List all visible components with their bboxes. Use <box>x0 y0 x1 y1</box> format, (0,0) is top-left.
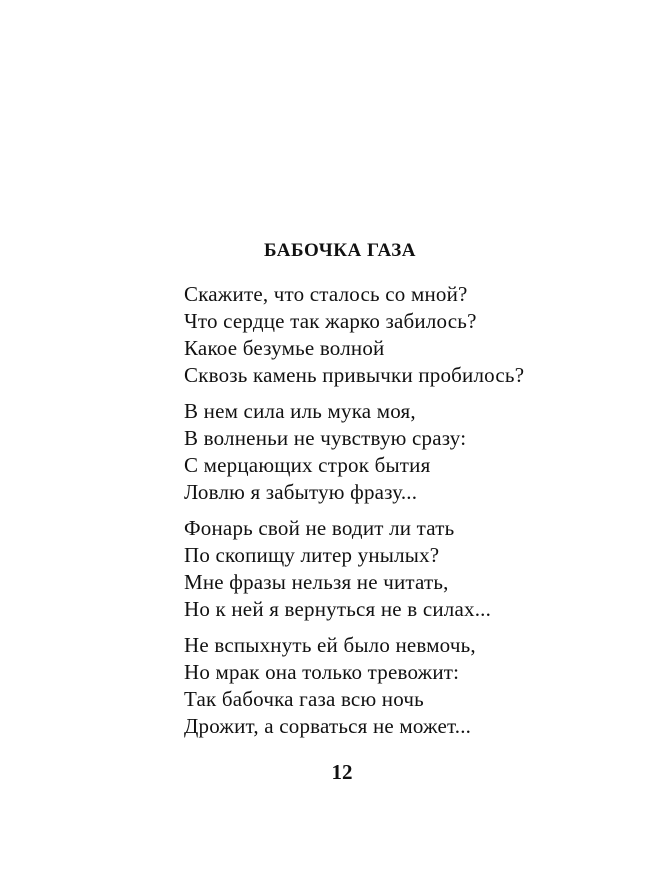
page-number: 12 <box>331 760 353 784</box>
poem-body <box>184 281 624 749</box>
stanza <box>184 398 624 506</box>
poem-line: В нем сила иль мука моя, <box>184 399 416 423</box>
stanza <box>184 515 624 623</box>
poem-line: По скопищу литер унылых? <box>184 543 440 567</box>
poem-line: Но мрак она только тревожит: <box>184 660 460 684</box>
poem-line: В волненьи не чувствую сразу: <box>184 426 467 450</box>
poem-line: Но к ней я вернуться не в силах... <box>184 597 492 621</box>
poem-line: Дрожит, а сорваться не может... <box>184 714 472 738</box>
poem-line: Фонарь свой не водит ли тать <box>184 516 455 540</box>
poem-line: С мерцающих строк бытия <box>184 453 431 477</box>
poem-line: Так бабочка газа всю ночь <box>184 687 424 711</box>
poem-line: Какое безумье волной <box>184 336 385 360</box>
poem-line: Мне фразы нельзя не читать, <box>184 570 449 594</box>
stanza <box>184 281 624 389</box>
poem-line: Что сердце так жарко забилось? <box>184 309 477 333</box>
poem-line: Скажите, что сталось со мной? <box>184 282 468 306</box>
poem-title: БАБОЧКА ГАЗА <box>264 240 416 261</box>
stanza <box>184 632 624 740</box>
poem-line: Не вспыхнуть ей было невмочь, <box>184 633 476 657</box>
poem-line: Сквозь камень привычки пробилось? <box>184 363 525 387</box>
poem-line: Ловлю я забытую фразу... <box>184 480 418 504</box>
